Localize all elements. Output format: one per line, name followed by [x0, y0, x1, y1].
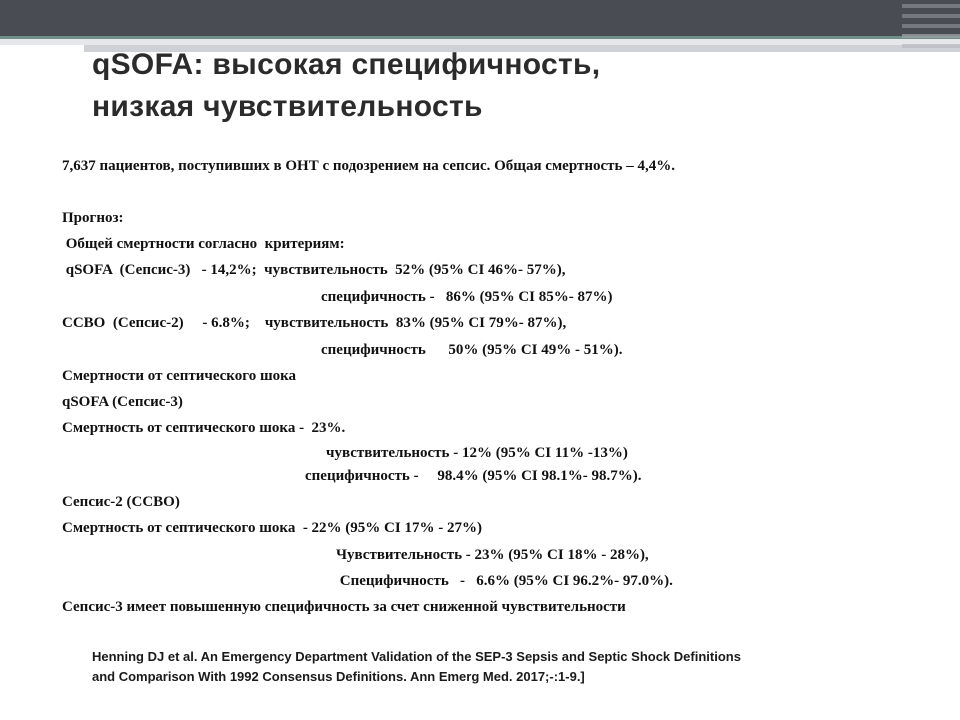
reference-line-1: Henning DJ et al. An Emergency Department Validation of the SEP-3 Sepsis and Septic Shock Definitions: [92, 649, 741, 664]
body-line: специфичность - 86% (95% CI 85%- 87%): [321, 289, 613, 305]
slide-title-line-1: qSOFA: высокая специфичность,: [92, 48, 601, 81]
body-line: qSOFA (Сепсис-3) - 14,2%; чувствительность 52% (95% CI 46%- 57%),: [62, 262, 566, 278]
body-line: Сепсис-2 (ССВО): [62, 494, 180, 510]
body-line: Смертность от септического шока - 22% (95% CI 17% - 27%): [62, 520, 482, 536]
body-line: Общей смертности согласно критериям:: [62, 236, 345, 252]
body-line: Чувствительность - 23% (95% CI 18% - 28%),: [336, 547, 649, 563]
body-line: Смертности от септического шока: [62, 368, 297, 384]
body-line: Специфичность - 6.6% (95% CI 96.2%- 97.0%).: [336, 573, 673, 589]
body-line: Сепсис-3 имеет повышенную специфичность за счет сниженной чувствительности: [62, 599, 626, 615]
reference-line-2: and Comparison With 1992 Consensus Definitions. Ann Emerg Med. 2017;-:1-9.]: [92, 669, 585, 684]
body-line: qSOFA (Сепсис-3): [62, 394, 183, 410]
body-line: Смертность от септического шока - 23%.: [62, 420, 346, 436]
slide-title-line-2: низкая чувствительность: [92, 90, 483, 123]
body-line: ССВО (Сепсис-2) - 6.8%; чувствительность 83% (95% CI 79%- 87%),: [62, 315, 567, 331]
body-line: специфичность 50% (95% CI 49% - 51%).: [321, 342, 623, 358]
body-line: 7,637 пациентов, поступивших в ОНТ с подозрением на сепсис. Общая смертность – 4,4%.: [62, 158, 675, 174]
body-line: чувствительность - 12% (95% CI 11% -13%): [326, 445, 628, 461]
reference-citation: [92, 647, 892, 687]
body-line: Прогноз:: [62, 210, 124, 226]
body-line: специфичность - 98.4% (95% CI 98.1%- 98.7%).: [305, 468, 642, 484]
